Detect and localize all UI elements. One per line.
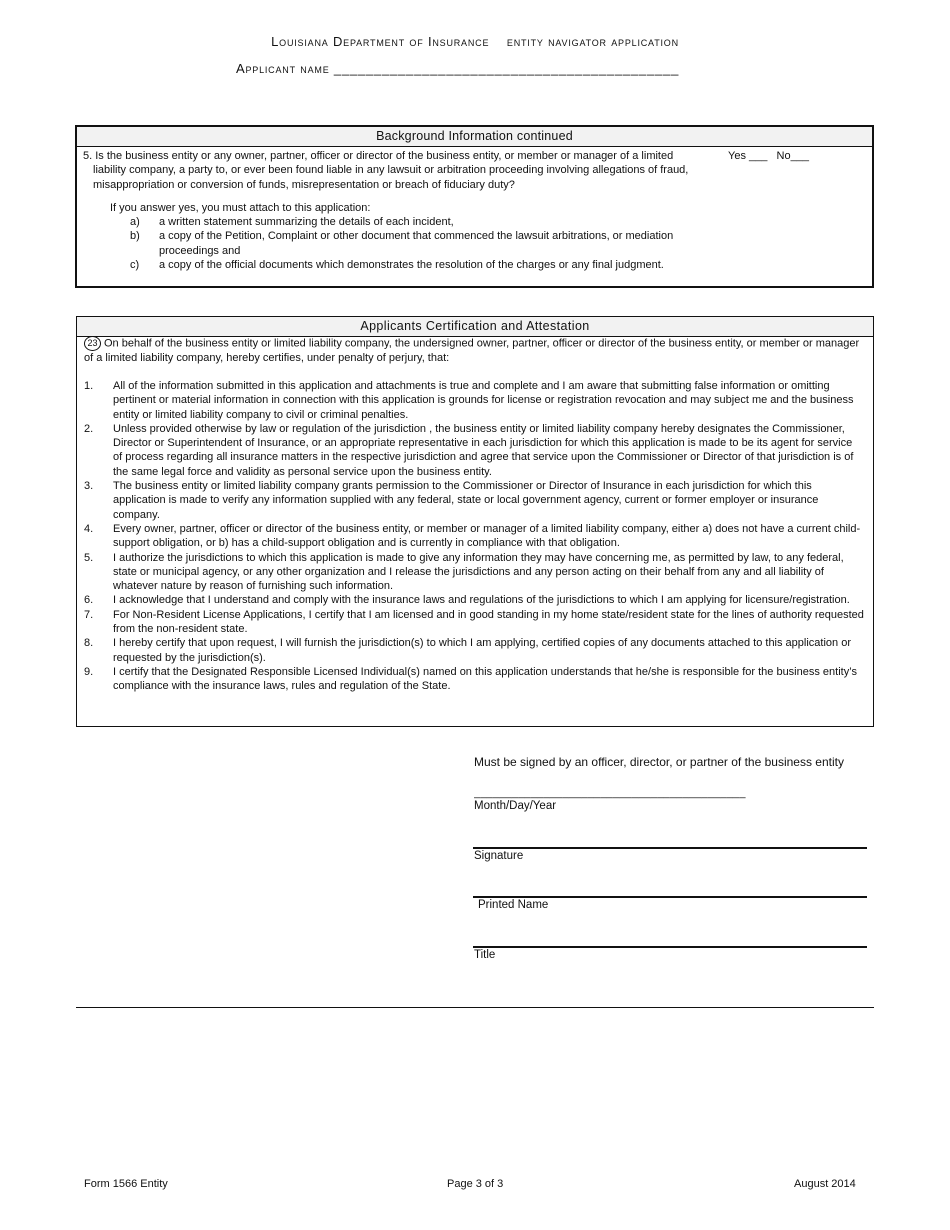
list-item-number: 6. [84,594,94,607]
list-item [84,551,864,594]
signature-instruction: Must be signed by an officer, director, or partner of the business entity [474,755,844,769]
question-5-text: 5. Is the business entity or any owner, partner, officer or director of the business entity, or member or manager of a limited liability company, a party to, or ever been found liable in any lawsuit or arbitration proceeding involving allegations of fraud, misappropriation or conversion of funds, misrepresentation or breach of fiduciary duty? [83,150,689,191]
list-item-text: I certify that the Designated Responsible Licensed Individual(s) named on this application understands that he/she is responsible for the business entity’s compliance with the insurance laws, rules and regulation of the State. [113,665,857,693]
question-5-yes-no[interactable]: Yes ___ No___ [728,150,809,162]
certification-intro-text: On behalf of the business entity or limited liability company, the undersigned owner, partner, officer or director of the business entity, or member or manager of a limited liability company, hereby certifies, under penalty of perjury, that: [84,337,860,364]
list-item [84,479,864,522]
list-item-text: All of the information submitted in this application and attachments is true and complete and I am aware that submitting false information or omitting pertinent or material information in connection with this application is grounds for license or registration revocation and may subject me and the business entity or limited liability company to civil or criminal penalties. [113,380,854,421]
list-item [84,422,864,479]
list-item-text: I hereby certify that upon request, I will furnish the jurisdiction(s) to which I am applying, certified copies of any documents attached to this application or requested by the jurisdiction(s). [113,637,851,664]
list-item-text: a copy of the Petition, Complaint or other document that commenced the lawsuit arbitrations, or mediation proceedings and [159,230,674,257]
list-item-letter: b) [130,230,140,243]
certification-list [84,379,864,694]
list-item-text: I acknowledge that I understand and comply with the insurance laws and regulations of the jurisdictions to which I am applying for licensure/registration. [113,594,850,607]
list-item-number: 5. [84,551,94,564]
revision-date: August 2014 [794,1178,856,1190]
printed-name-label: Printed Name [478,899,549,911]
background-info-section [75,125,874,288]
list-item-text: Unless provided otherwise by law or regulation of the jurisdiction , the business entity or limited liability company hereby designates the Commissioner, Director or Superintendent of Insurance, or an appropriate representative in each jurisdiction for which this application is made to be its agent for service of process regarding all insurance matters in the respective jurisdiction and agree that service upon the Commissioner or Director of that jurisdiction is of the same legal force and validity as personal service upon the business entity. [113,422,854,478]
printed-name-field-line[interactable] [473,896,867,898]
list-item-number: 1. [84,380,94,392]
if-yes-instruction: If you answer yes, you must attach to this application: [110,202,371,214]
attachment-list [130,215,690,272]
signature-field-line[interactable] [473,847,867,849]
list-item [130,258,690,272]
list-item [84,608,864,637]
list-item [130,229,690,258]
section-divider [76,1007,874,1008]
list-item-text: The business entity or limited liability company grants permission to the Commissioner or Director of Insurance in each jurisdiction for which this application is made to verify any information supplied with any federal, state or local government agency, current or former employer or insurance company. [113,480,819,521]
list-item [84,593,864,607]
list-item-number: 2. [84,422,94,435]
form-number: Form 1566 Entity [84,1178,168,1190]
list-item-text: a copy of the official documents which demonstrates the resolution of the charges or any final judgment. [159,258,664,271]
list-item-letter: a) [130,216,140,228]
list-item [130,215,690,229]
signature-label: Signature [474,850,524,862]
certification-section [76,316,874,727]
list-item-text: Every owner, partner, officer or director of the business entity, or member or manager of a limited liability company, either a) does not have a current child-support obligation, or b) has a child-support obligation and is currently in compliance with that obligation. [113,522,861,550]
title-field-line[interactable] [473,946,867,948]
background-info-title: Background Information continued [77,127,872,147]
certification-intro [84,336,868,365]
list-item-letter: c) [130,258,140,271]
list-item-number: 7. [84,608,94,621]
title-label: Title [474,949,496,961]
applicant-name-line: Applicant name ___________________________________________ [236,61,680,76]
list-item-text: a written statement summarizing the details of each incident, [159,216,454,228]
list-item-number: 3. [84,480,94,493]
list-item [84,636,864,665]
list-item-text: I authorize the jurisdictions to which this application is made to give any information they may have concerning me, as permitted by law, to any federal, state or municipal agency, or any other organization and I release the jurisdictions and any person acting on their behalf from any and all liability of whatever nature by reason of furnishing such information. [113,551,844,593]
list-item-text: For Non-Resident License Applications, I certify that I am licensed and in good standing in my home state/resident state for the lines of authority requested from the non-resident state. [113,608,864,636]
list-item [84,665,864,694]
page-number: Page 3 of 3 [447,1178,504,1190]
list-item [84,522,864,551]
list-item-number: 9. [84,665,94,678]
list-item-number: 4. [84,522,94,535]
document-title: Louisiana Department of Insurance entity navigator application [271,34,679,49]
certification-title: Applicants Certification and Attestation [77,317,873,337]
list-item-number: 8. [84,637,94,650]
date-field-line[interactable]: ___________________________________________ [474,787,746,799]
list-item [84,379,864,422]
question-number-badge: 23 [84,336,101,351]
date-label: Month/Day/Year [474,800,557,812]
